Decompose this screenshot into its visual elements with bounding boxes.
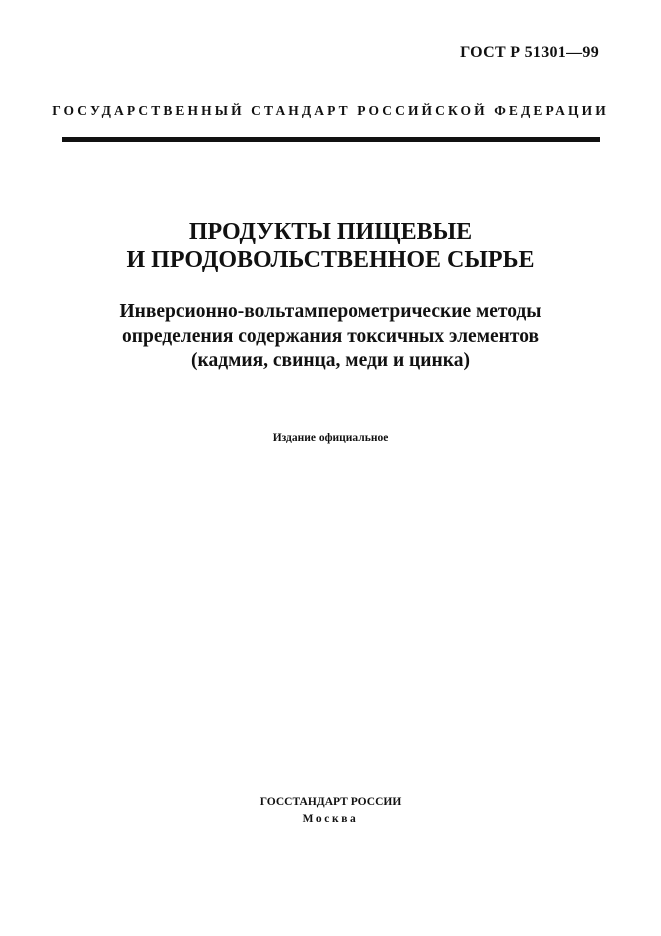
edition-label: Издание официальное [272, 432, 389, 444]
main-title-line-2: И ПРОДОВОЛЬСТВЕННОЕ СЫРЬЕ [126, 247, 535, 273]
state-standard-heading: ГОСУДАРСТВЕННЫЙ СТАНДАРТ РОССИЙСКОЙ ФЕДЕРАЦИИ [52, 103, 609, 118]
publisher-block [0, 794, 661, 828]
header-divider [62, 137, 600, 142]
main-title [0, 218, 661, 274]
subtitle [0, 300, 661, 374]
document-number: ГОСТ Р 51301—99 [460, 44, 599, 61]
main-title-line-1: ПРОДУКТЫ ПИЩЕВЫЕ [188, 219, 473, 245]
publisher-city: Москва [302, 813, 359, 825]
subtitle-line-2: определения содержания токсичных элементов [122, 325, 539, 347]
subtitle-line-1: Инверсионно-вольтамперометрические методы [119, 301, 542, 322]
subtitle-line-3: (кадмия, свинца, меди и цинка) [191, 350, 470, 371]
publisher-name: ГОССТАНДАРТ РОССИИ [259, 796, 402, 808]
